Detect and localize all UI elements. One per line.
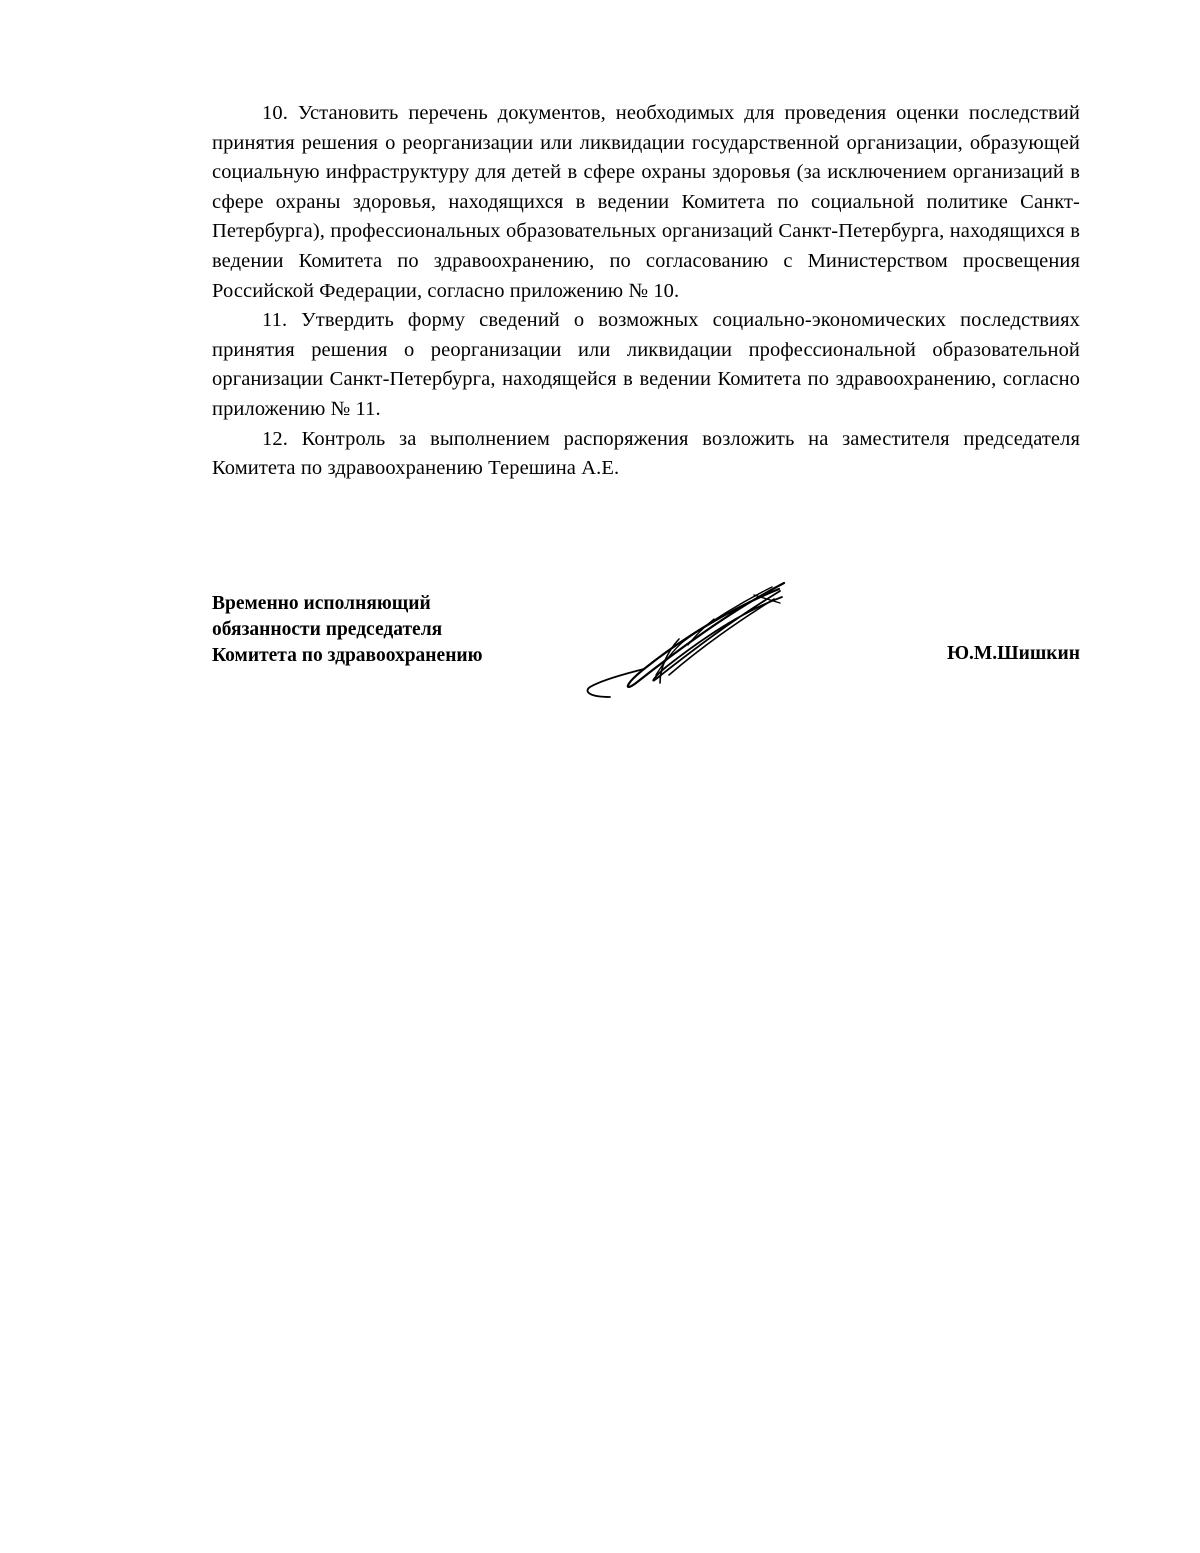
- signatory-title-line: Временно исполняющий: [212, 593, 431, 614]
- document-body: [212, 99, 1080, 484]
- signature-block: [212, 591, 1080, 721]
- signatory-title-line: Комитета по здравоохранению: [212, 645, 483, 666]
- paragraph-12: 12. Контроль за выполнением распоряжения возложить на заместителя председателя Комитета по здравоохранению Терешина А.Е.: [212, 427, 1080, 480]
- signatory-name: Ю.М.Шишкин: [947, 643, 1080, 664]
- signatory-title: [212, 591, 483, 669]
- paragraph-11: 11. Утвердить форму сведений о возможных социально-экономических последствиях принятия решения о реорганизации или ликвидации профессиональной образовательной организации Санкт-Петербурга, находящейся в ведении Комитета по здравоохранению, согласно приложению № 11.: [212, 309, 1080, 420]
- handwritten-signature: [584, 579, 794, 704]
- signatory-title-line: обязанности председателя: [212, 619, 443, 640]
- paragraph-10: 10. Установить перечень документов, необходимых для проведения оценки последствий принятия решения о реорганизации или ликвидации государственной организации, образующей социальную инфраструктуру для детей в сфере охраны здоровья (за исключением организаций в сфере охраны здоровья, находящихся в ведении Комитета по социальной политике Санкт-Петербурга), профессиональных образовательных организаций Санкт-Петербурга, находящихся в ведении Комитета по здравоохранению, по согласованию с Министерством просвещения Российской Федерации, согласно приложению № 10.: [212, 102, 1080, 302]
